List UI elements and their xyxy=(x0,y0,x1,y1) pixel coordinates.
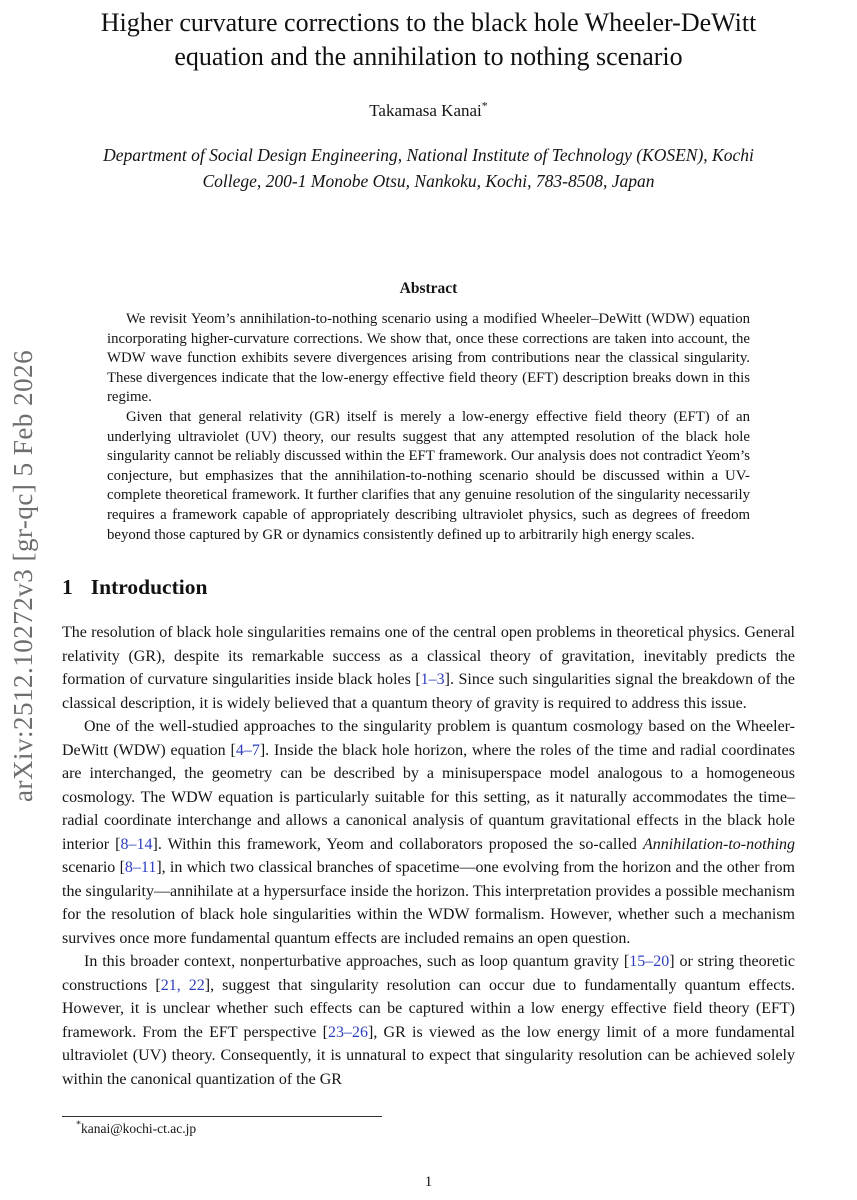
abstract-heading: Abstract xyxy=(399,280,458,298)
abstract-paragraphs xyxy=(107,310,750,545)
citation-link[interactable]: 8–14 xyxy=(120,835,153,853)
paper-title: Higher curvature corrections to the black hole Wheeler-DeWitt equation and the annihilation to nothing scenario xyxy=(100,8,757,71)
author-line xyxy=(62,97,795,121)
body-paragraph xyxy=(62,621,795,715)
citation-link[interactable]: 1–3 xyxy=(420,671,445,689)
abstract-paragraph: Given that general relativity (GR) itself is merely a low-energy effective field theory (EFT) of an underlying ultraviolet (UV) theory, our results suggest that any attempted resolution of the black hole singularity cannot be reliably discussed within the EFT framework. Our analysis does not contradict Yeom’s conjecture, but emphasizes that the annihilation-to-nothing scenario should be discussed within a UV-complete theoretical framework. It further clarifies that any genuine resolution of the singularity necessarily requires a framework capable of appropriately describing ultraviolet physics, such as degrees of freedom beyond those captured by GR or dynamics consistently defined up to arbitrarily high energy scales. xyxy=(107,409,750,543)
citation-link[interactable]: 8–11 xyxy=(124,859,157,877)
body-paragraph xyxy=(62,950,795,1091)
footnote-block xyxy=(62,1116,795,1137)
paragraph-text: ], in which two classical branches of spacetime—one evolving from the horizon and the other from the singularity—annihilate at a hypersurface inside the horizon. This interpretation provides a possible mechanism for the resolution of black hole singularities within the WDW formalism. However, whether such a mechanism survives once more fundamental quantum effects are included remains an open question. xyxy=(62,859,796,947)
paragraph-text: One of the well-studied approaches to the singularity problem is quantum cosmology based on the Wheeler-DeWitt (WDW) equation [ xyxy=(62,718,795,759)
section-title: Introduction xyxy=(90,575,208,600)
paragraph-text: ]. Inside the black hole horizon, where the roles of the time and radial coordinates are interchanged, the geometry can be described by a minisuperspace model analogous to a homogeneous cosmology. The WDW equation is particularly suitable for this setting, as it naturally accommodates the time–radial coordinate interchange and allows a canonical analysis of quantum gravitational effects in the black hole interior [ xyxy=(62,741,795,853)
section-heading xyxy=(62,575,795,600)
paragraph-text: ], suggest that singularity resolution can occur due to fundamentally quantum effects. However, it is unclear whether such effects can be captured within a low energy effective field theory (EFT) framework. From the EFT perspective [ xyxy=(62,976,796,1041)
paragraph-text: In this broader context, nonperturbative approaches, such as loop quantum gravity [ xyxy=(84,953,630,971)
author-name: Takamasa Kanai xyxy=(369,100,482,120)
abstract-paragraph: We revisit Yeom’s annihilation-to-nothing scenario using a modified Wheeler–DeWitt (WDW) equation incorporating higher-curvature corrections. We show that, once these corrections are taken into account, the WDW wave function exhibits severe divergences arising from contributions near the classical singularity. These divergences indicate that the low-energy effective field theory (EFT) description breaks down in this regime. xyxy=(107,311,750,406)
citation-link[interactable]: 23–26 xyxy=(327,1023,368,1041)
footnote-mark: * xyxy=(76,1119,81,1131)
paragraph-text: ]. Within this framework, Yeom and collaborators proposed the so-called xyxy=(152,835,644,853)
citation-link[interactable]: 21, 22 xyxy=(160,976,205,994)
citation-link[interactable]: 4–7 xyxy=(235,741,260,759)
paragraph-text: scenario [ xyxy=(62,859,125,877)
footnote-rule xyxy=(62,1116,382,1117)
paragraph-text: The resolution of black hole singularities remains one of the central open problems in theoretical physics. General relativity (GR), despite its remarkable success as a classical theory of gravitation, inevitably predicts the formation of curvature singularities inside black holes [ xyxy=(62,624,795,689)
emphasized-text: Annihilation-to-nothing xyxy=(643,835,796,853)
page-number: 1 xyxy=(424,1174,433,1190)
author-footnote-mark: * xyxy=(481,97,488,112)
body-paragraph xyxy=(62,715,795,950)
paragraph-text: ] or string theoretic constructions [ xyxy=(62,953,795,994)
paragraph-text: ]. Since such singularities signal the breakdown of the classical description, it is widely believed that a quantum theory of gravity is required to address this issue. xyxy=(62,671,795,712)
footnote xyxy=(76,1121,795,1137)
paper-content xyxy=(62,0,795,1091)
section-number: 1 xyxy=(62,575,73,600)
body-paragraphs xyxy=(62,621,795,1091)
citation-link[interactable]: 15–20 xyxy=(629,953,670,971)
affiliation: Department of Social Design Engineering, National Institute of Technology (KOSEN), Kochi College, 200-1 Monobe Otsu, Nankoku, Kochi, 783-8508, Japan xyxy=(103,144,754,191)
footnote-email: kanai@kochi-ct.ac.jp xyxy=(81,1121,197,1136)
arxiv-stamp: arXiv:2512.10272v3 [gr-qc] 5 Feb 2026 xyxy=(8,349,38,803)
paragraph-text: ], GR is viewed as the low energy limit of a more fundamental ultraviolet (UV) theory. Consequently, it is unnatural to expect that singularity resolution can be achieved solely within the canonical quantization of the GR xyxy=(62,1023,795,1088)
